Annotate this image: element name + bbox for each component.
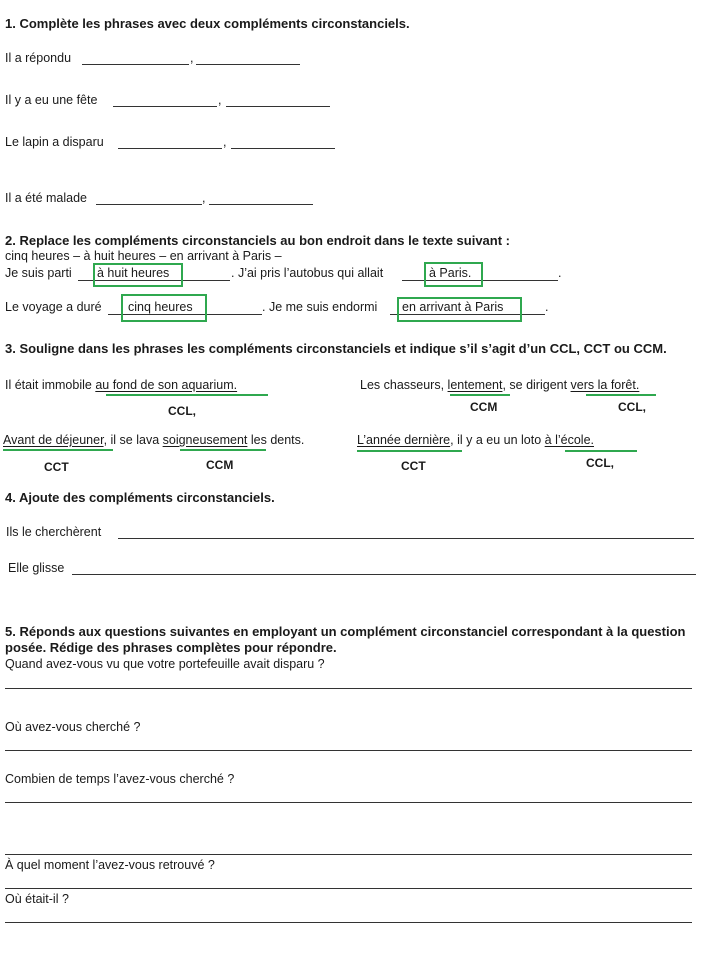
s3-s4-green-underline-2 — [565, 450, 637, 452]
s1-line-2-blank-1[interactable] — [113, 106, 217, 107]
s2-line-1-part-2: . J’ai pris l’autobus qui allait — [231, 266, 384, 280]
s2-line-1-answer-1: à huit heures — [97, 266, 170, 280]
s2-word-list: cinq heures – à huit heures – en arrivant à Paris – — [5, 249, 282, 263]
s3-s4-underlined-2: à l’école. — [544, 433, 594, 447]
s3-s4-label-2: CCL, — [586, 456, 614, 470]
s4-line-2-text: Elle glisse — [8, 561, 65, 575]
s3-s3-underlined-2: soigneusement — [162, 433, 248, 447]
s1-line-1-blank-2[interactable] — [196, 64, 300, 65]
section-4-heading: 4. Ajoute des compléments circonstanciels. — [5, 490, 275, 505]
s5-answer-line-1[interactable] — [5, 688, 692, 689]
s2-line-2-part-1: Le voyage a duré — [5, 300, 102, 314]
s1-line-2-text: Il y a eu une fête — [5, 93, 98, 107]
s3-sentence-2 — [360, 378, 639, 392]
section-2-heading: 2. Replace les compléments circonstanciels au bon endroit dans le texte suivant : — [5, 233, 510, 248]
s5-answer-line-3b[interactable] — [5, 854, 692, 855]
s3-s3-text-b: les dents. — [247, 433, 305, 447]
s5-question-5: Où était-il ? — [5, 892, 69, 906]
s3-sentence-1 — [5, 378, 237, 392]
s1-line-4-comma: , — [202, 191, 206, 205]
s3-s2-green-underline-2 — [586, 394, 656, 396]
s4-line-2-blank[interactable] — [72, 574, 696, 575]
s3-s3-green-underline-1 — [3, 449, 113, 451]
s2-line-1-answer-2: à Paris. — [429, 266, 472, 280]
s5-question-1: Quand avez-vous vu que votre portefeuille avait disparu ? — [5, 657, 325, 671]
s3-s2-text-b: , se dirigent — [502, 378, 571, 392]
s2-line-2-answer-1: cinq heures — [128, 300, 193, 314]
s3-s2-underlined-2: vers la forêt. — [570, 378, 640, 392]
s3-s4-green-underline-1 — [357, 450, 462, 452]
section-5-heading-line-2: posée. Rédige des phrases complètes pour répondre. — [5, 640, 337, 655]
s2-line-2-answer-2: en arrivant à Paris — [402, 300, 504, 314]
s3-s3-text-a: , il se lava — [103, 433, 163, 447]
s5-answer-line-5[interactable] — [5, 922, 692, 923]
s1-line-4-blank-2[interactable] — [209, 204, 313, 205]
s3-s4-label-1: CCT — [401, 459, 426, 473]
s3-s1-text: Il était immobile — [5, 378, 96, 392]
s3-s4-underlined-1: L’année dernière — [357, 433, 451, 447]
s1-line-2-blank-2[interactable] — [226, 106, 330, 107]
s1-line-4-text: Il a été malade — [5, 191, 87, 205]
s3-s1-underlined: au fond de son aquarium. — [95, 378, 238, 392]
s5-answer-line-3[interactable] — [5, 802, 692, 803]
s5-question-4: À quel moment l’avez-vous retrouvé ? — [5, 858, 215, 872]
s1-line-3-blank-1[interactable] — [118, 148, 222, 149]
section-3-heading: 3. Souligne dans les phrases les compléments circonstanciels et indique s’il s’agit d’un CCL, CCT ou CCM. — [5, 341, 667, 356]
section-1-heading: 1. Complète les phrases avec deux compléments circonstanciels. — [5, 16, 410, 31]
s2-line-2-end: . — [545, 300, 549, 314]
s3-s2-label-2: CCL, — [618, 400, 646, 414]
s3-s3-label-2: CCM — [206, 458, 234, 472]
s5-question-2: Où avez-vous cherché ? — [5, 720, 141, 734]
s5-answer-line-4[interactable] — [5, 888, 692, 889]
s2-line-1-part-1: Je suis parti — [5, 266, 72, 280]
s4-line-1-text: Ils le cherchèrent — [6, 525, 102, 539]
s2-line-1-end: . — [558, 266, 562, 280]
s3-s3-green-underline-2 — [180, 449, 266, 451]
s3-s2-label-1: CCM — [470, 400, 498, 414]
s3-sentence-3 — [3, 433, 304, 447]
s3-s4-text-a: , il y a eu un loto — [450, 433, 545, 447]
s3-s1-green-underline — [106, 394, 268, 396]
s5-question-3: Combien de temps l’avez-vous cherché ? — [5, 772, 235, 786]
s2-line-2-part-2: . Je me suis endormi — [262, 300, 378, 314]
s1-line-3-text: Le lapin a disparu — [5, 135, 104, 149]
s3-s2-text-a: Les chasseurs, — [360, 378, 448, 392]
s3-sentence-4 — [357, 433, 594, 447]
s1-line-3-blank-2[interactable] — [231, 148, 335, 149]
s1-line-2-comma: , — [218, 93, 222, 107]
s3-s3-label-1: CCT — [44, 460, 69, 474]
s3-s2-underlined-1: lentement — [447, 378, 503, 392]
s4-line-1-blank[interactable] — [118, 538, 694, 539]
s1-line-3-comma: , — [223, 135, 227, 149]
s5-answer-line-2[interactable] — [5, 750, 692, 751]
s3-s2-green-underline-1 — [450, 394, 510, 396]
s1-line-1-text: Il a répondu — [5, 51, 72, 65]
s1-line-1-blank-1[interactable] — [82, 64, 189, 65]
s1-line-4-blank-1[interactable] — [96, 204, 202, 205]
s3-s1-label: CCL, — [168, 404, 196, 418]
section-5-heading-line-1: 5. Réponds aux questions suivantes en employant un complément circonstanciel correspondant à la question — [5, 624, 686, 639]
s1-line-1-comma: , — [190, 51, 194, 65]
s3-s3-underlined-1: Avant de déjeuner — [3, 433, 104, 447]
